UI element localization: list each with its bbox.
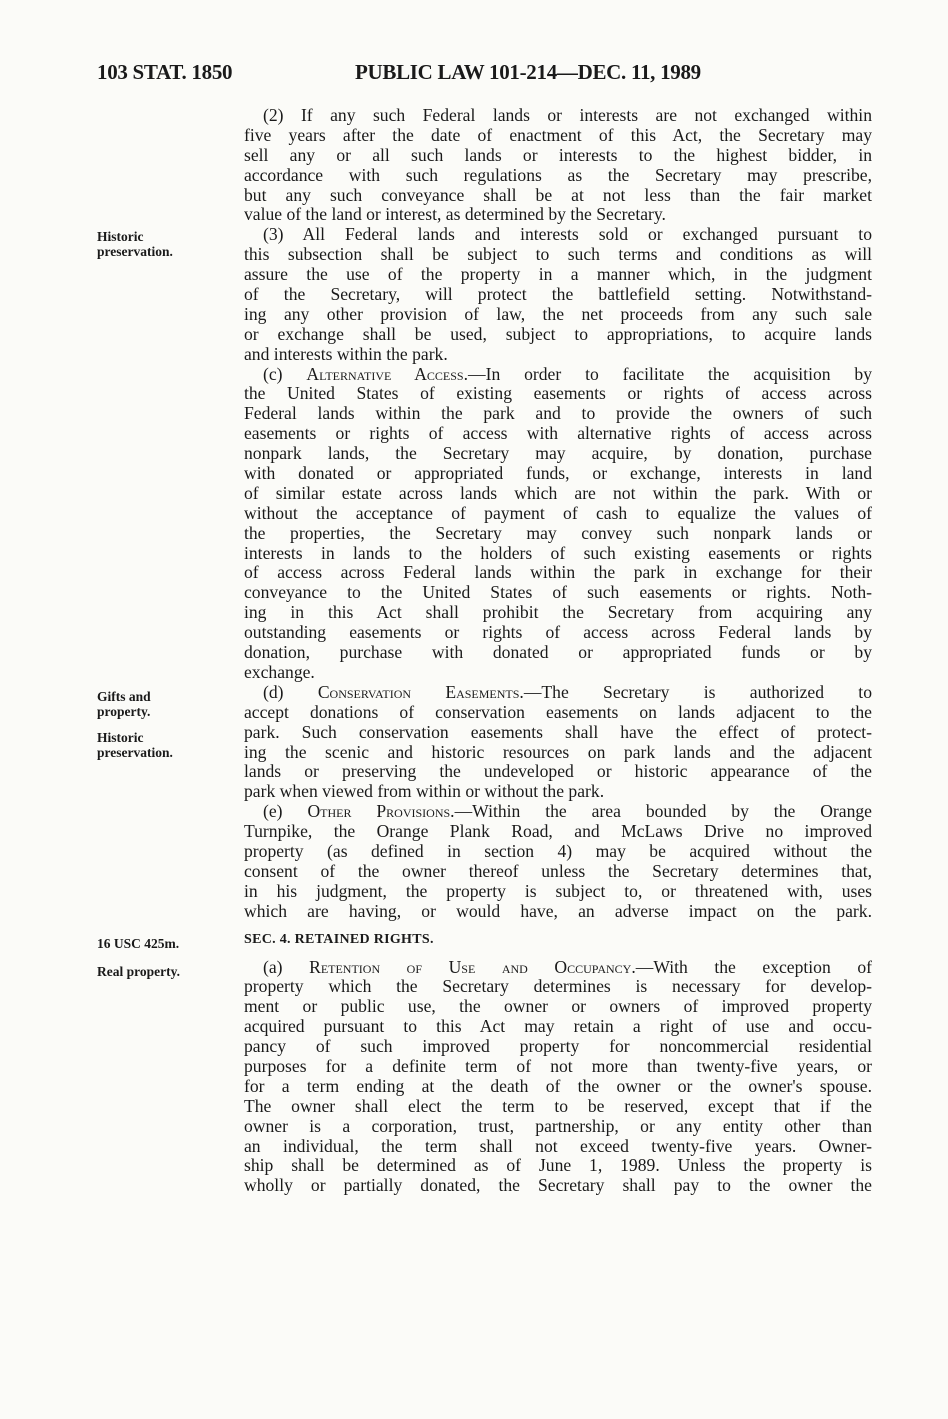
paragraph-label: (c)	[263, 364, 307, 384]
text-line: ing in this Act shall prohibit the Secretary from acquiring any	[244, 603, 872, 623]
text-line: ing any other provision of law, the net proceeds from any such sale	[244, 304, 872, 324]
text-line: the United States of existing easements or rights of access across	[244, 384, 872, 404]
text-line: acquired pursuant to this Act may retain a right of use and occu-	[244, 1017, 872, 1037]
body-text	[244, 106, 872, 1196]
margin-note-line: Real property.	[97, 964, 180, 979]
text-line: lands or preserving the undeveloped or historic appearance of the	[244, 762, 872, 782]
section-heading: SEC. 4. RETAINED RIGHTS.	[244, 931, 434, 947]
text-line: nonpark lands, the Secretary may acquire, by donation, purchase	[244, 444, 872, 464]
margin-note-gifts-and-property	[97, 689, 151, 719]
page-reference: 103 STAT. 1850	[97, 60, 233, 84]
paragraph-text: .—In order to facilitate the acquisition by	[463, 364, 872, 384]
paragraph-label: (3) All Federal lands and interests sold or exchanged pursuant to	[263, 225, 872, 245]
text-line: for a term ending at the death of the owner or the owner's spouse.	[244, 1076, 872, 1096]
text-line: Federal lands within the park and to provide the owners of such	[244, 404, 872, 424]
paragraph-first-line	[244, 802, 872, 822]
text-line: donation, purchase with donated or appropriated funds or by	[244, 643, 872, 663]
margin-note-historic-preservation-2	[97, 730, 173, 760]
margin-note-line: preservation.	[97, 244, 173, 259]
text-line: pancy of such improved property for noncommercial residential	[244, 1037, 872, 1057]
text-line: without the acceptance of payment of cash to equalize the values of	[244, 503, 872, 523]
text-line: easements or rights of access with alternative rights of access across	[244, 424, 872, 444]
paragraph-label: (a)	[263, 957, 310, 977]
paragraph-heading: Retention of Use and Occupancy	[309, 957, 632, 977]
text-line: owner is a corporation, trust, partnership, or any entity other than	[244, 1116, 872, 1136]
text-line: value of the land or interest, as determined by the Secretary.	[244, 205, 666, 225]
text-line: The owner shall elect the term to be reserved, except that if the	[244, 1096, 872, 1116]
text-line: consent of the owner thereof unless the Secretary determines that,	[244, 861, 872, 881]
paragraph-text: .—The Secretary is authorized to	[519, 682, 872, 702]
margin-note-line: 16 USC 425m.	[97, 936, 180, 951]
text-line: interests in lands to the holders of such existing easements or rights	[244, 543, 872, 563]
running-header-title: PUBLIC LAW 101-214—DEC. 11, 1989	[355, 60, 701, 84]
paragraph-first-line	[244, 365, 872, 385]
text-line: the properties, the Secretary may convey such nonpark lands or	[244, 523, 872, 543]
text-line: ing the scenic and historic resources on park lands and the adjacent	[244, 742, 872, 762]
paragraph-heading: Other Provisions	[307, 802, 451, 822]
text-line: ment or public use, the owner or owners of improved property	[244, 997, 872, 1017]
text-line: Turnpike, the Orange Plank Road, and McLaws Drive no improved	[244, 822, 872, 842]
text-line: wholly or partially donated, the Secretary shall pay to the owner the	[244, 1176, 872, 1196]
paragraph	[244, 683, 872, 802]
paragraph-heading: Alternative Access	[306, 364, 464, 384]
paragraph	[244, 106, 872, 225]
text-line: property which the Secretary determines is necessary for develop-	[244, 977, 872, 997]
text-line: assure the use of the property in a manner which, in the judgment	[244, 265, 872, 285]
margin-note-line: Historic	[97, 229, 144, 244]
text-line: with donated or appropriated funds, or exchange, interests in land	[244, 464, 872, 484]
text-line: park. Such conservation easements shall have the effect of protect-	[244, 722, 872, 742]
text-line: which are having, or would have, an adverse impact on the park.	[244, 901, 872, 921]
text-line: outstanding easements or rights of access across Federal lands by	[244, 623, 872, 643]
text-line: an individual, the term shall not exceed twenty-five years. Owner-	[244, 1136, 872, 1156]
paragraph	[244, 225, 872, 364]
paragraph-first-line	[244, 106, 872, 126]
text-line: but any such conveyance shall be at not less than the fair market	[244, 185, 872, 205]
paragraph-label: (2) If any such Federal lands or interests are not exchanged within	[263, 106, 872, 125]
text-line: property (as defined in section 4) may be acquired without the	[244, 841, 872, 861]
paragraph-first-line	[244, 958, 872, 978]
text-line: sell any or all such lands or interests to the highest bidder, in	[244, 145, 872, 165]
paragraph-label: (d)	[263, 682, 318, 702]
paragraph-heading: Conservation Easements	[317, 682, 520, 702]
text-line: ship shall be determined as of June 1, 1989. Unless the property is	[244, 1156, 872, 1176]
text-line: of access across Federal lands within the park in exchange for their	[244, 563, 872, 583]
text-line: conveyance to the United States of such easements or rights. Noth-	[244, 583, 872, 603]
text-line: this subsection shall be subject to such terms and conditions as will	[244, 245, 872, 265]
paragraph-first-line	[244, 683, 872, 703]
text-line: of similar estate across lands which are not within the park. With or	[244, 483, 872, 503]
margin-note-historic-preservation	[97, 229, 173, 259]
text-line: exchange.	[244, 662, 315, 682]
paragraph-text: .—With the exception of	[631, 957, 872, 977]
text-line: purposes for a definite term of not more than twenty-five years, or	[244, 1056, 872, 1076]
text-line: of the Secretary, will protect the battlefield setting. Notwithstand-	[244, 285, 872, 305]
margin-note-line: Gifts and	[97, 689, 151, 704]
text-line: in his judgment, the property is subject to, or threatened with, uses	[244, 881, 872, 901]
text-line: accordance with such regulations as the Secretary may prescribe,	[244, 165, 872, 185]
margin-note-line: preservation.	[97, 745, 173, 760]
margin-note-line: property.	[97, 704, 151, 719]
text-line: five years after the date of enactment of this Act, the Secretary may	[244, 125, 872, 145]
paragraph	[244, 958, 872, 1197]
text-line: and interests within the park.	[244, 344, 448, 364]
margin-note-usc-citation	[97, 936, 179, 951]
paragraph-text: .—Within the area bounded by the Orange	[450, 802, 872, 822]
paragraph-label: (e)	[263, 802, 308, 822]
paragraph-first-line	[244, 225, 872, 245]
margin-note-line: Historic	[97, 730, 144, 745]
margin-note-real-property	[97, 964, 180, 979]
paragraph	[244, 802, 872, 921]
text-line: or exchange shall be used, subject to appropriations, to acquire lands	[244, 324, 872, 344]
paragraph	[244, 365, 872, 683]
text-line: park when viewed from within or without the park.	[244, 782, 605, 802]
text-line: accept donations of conservation easements on lands adjacent to the	[244, 702, 872, 722]
